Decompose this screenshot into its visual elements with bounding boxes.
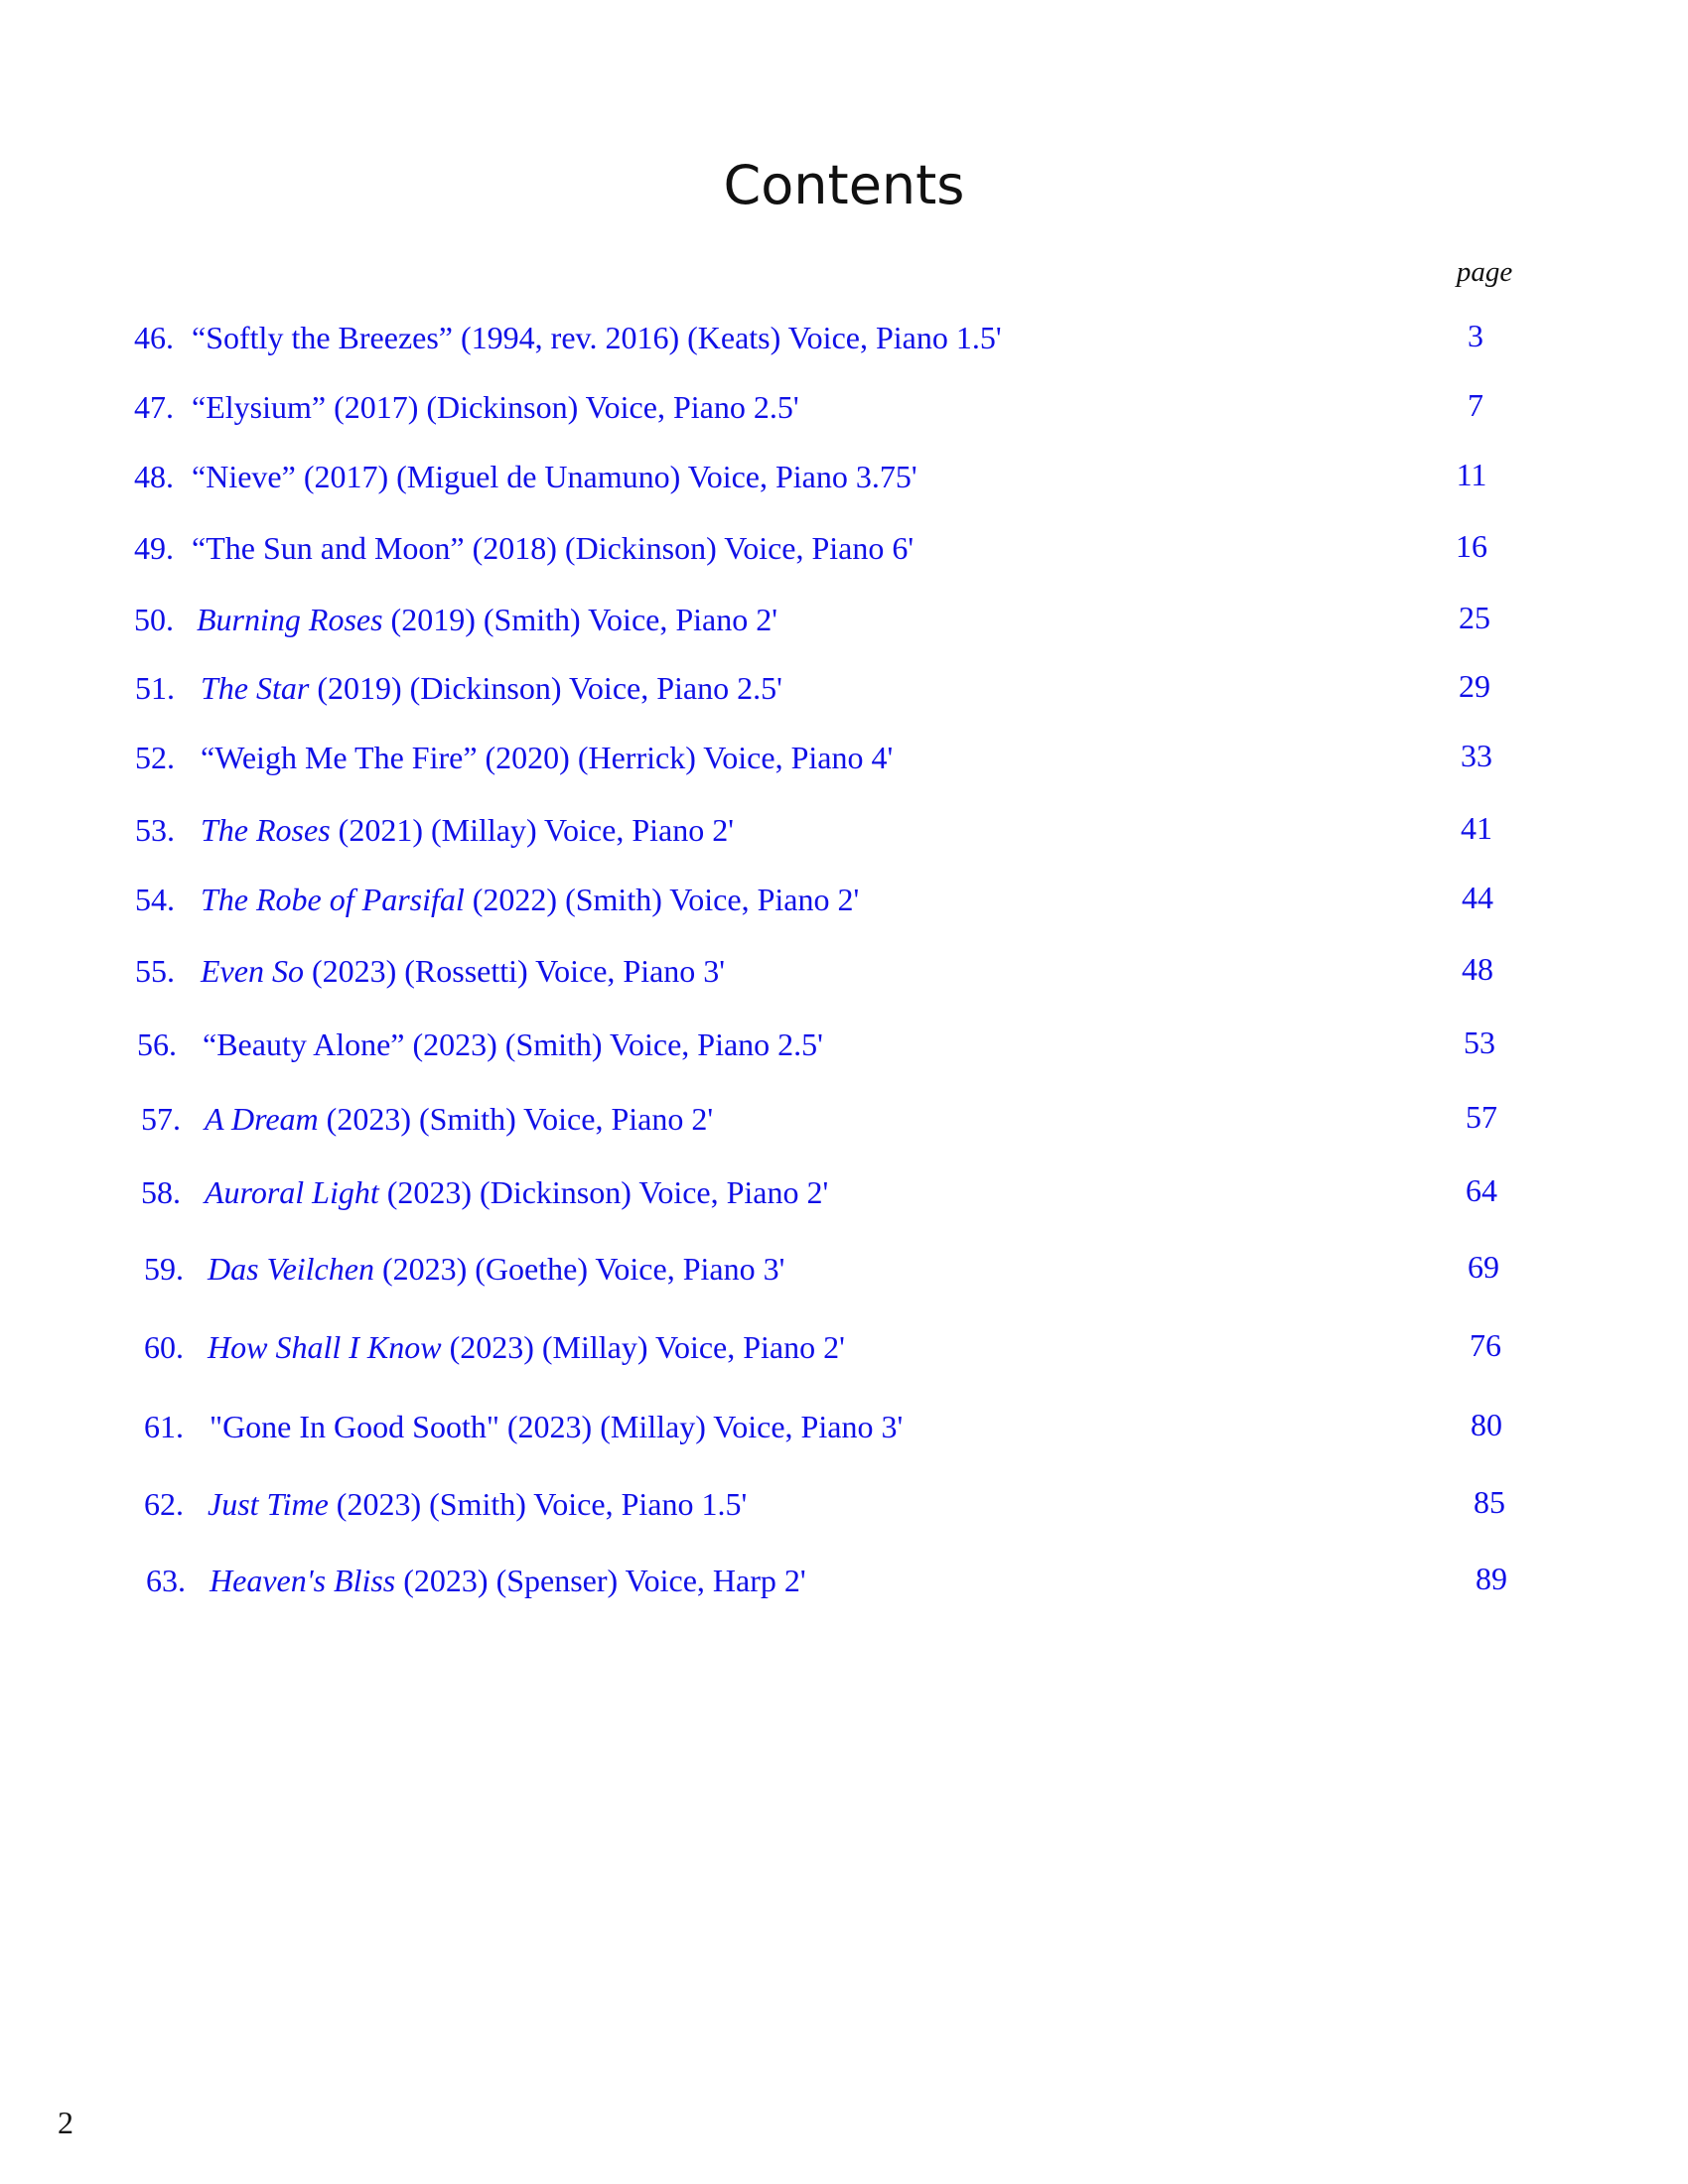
toc-entry-page-number: 16 bbox=[1456, 528, 1487, 564]
toc-entry-title bbox=[201, 812, 734, 849]
toc-entry[interactable] bbox=[0, 670, 1688, 720]
toc-entry-title bbox=[201, 953, 725, 990]
toc-entry-details: “Weigh Me The Fire” (2020) (Herrick) Voice, Piano 4' bbox=[201, 740, 894, 775]
toc-entry[interactable] bbox=[0, 1563, 1688, 1612]
toc-entry-italic-title: A Dream bbox=[205, 1101, 319, 1137]
toc-entry-page-number: 33 bbox=[1461, 738, 1492, 773]
toc-entry-number: 54. bbox=[135, 882, 175, 917]
toc-entry[interactable] bbox=[0, 1486, 1688, 1536]
toc-entry-details: “The Sun and Moon” (2018) (Dickinson) Voice, Piano 6' bbox=[192, 530, 914, 566]
toc-entry-title bbox=[208, 1329, 845, 1366]
toc-entry-page-number: 44 bbox=[1462, 880, 1493, 915]
toc-entry-title bbox=[192, 530, 914, 567]
toc-entry-italic-title: Even So bbox=[201, 953, 304, 989]
toc-entry-page-number: 80 bbox=[1471, 1407, 1502, 1442]
toc-entry-details: (2023) (Millay) Voice, Piano 2' bbox=[441, 1329, 845, 1365]
toc-entry[interactable] bbox=[0, 1174, 1688, 1224]
toc-entry-details: (2022) (Smith) Voice, Piano 2' bbox=[464, 882, 860, 917]
toc-entry-page-number: 89 bbox=[1476, 1561, 1507, 1596]
toc-entry[interactable] bbox=[0, 602, 1688, 651]
toc-entry-page-number: 69 bbox=[1468, 1249, 1499, 1285]
toc-entry-details: "Gone In Good Sooth" (2023) (Millay) Voice, Piano 3' bbox=[210, 1409, 904, 1444]
toc-entry[interactable] bbox=[0, 459, 1688, 508]
toc-entry-number: 56. bbox=[137, 1026, 177, 1062]
toc-entry-title bbox=[205, 1101, 713, 1138]
toc-entry-details: (2023) (Dickinson) Voice, Piano 2' bbox=[378, 1174, 829, 1210]
toc-entry-details: (2021) (Millay) Voice, Piano 2' bbox=[330, 812, 734, 848]
page-title: Contents bbox=[723, 154, 965, 216]
toc-entry[interactable] bbox=[0, 1101, 1688, 1151]
toc-entry-title bbox=[201, 740, 893, 776]
toc-entry-page-number: 57 bbox=[1466, 1099, 1497, 1135]
toc-entry[interactable] bbox=[0, 953, 1688, 1003]
toc-entry-italic-title: The Robe of Parsifal bbox=[201, 882, 465, 917]
toc-entry-title bbox=[197, 602, 777, 638]
toc-entry-italic-title: The Star bbox=[201, 670, 310, 706]
toc-entry-number: 63. bbox=[146, 1563, 186, 1598]
toc-entry-number: 52. bbox=[135, 740, 175, 775]
toc-entry-details: (2023) (Smith) Voice, Piano 1.5' bbox=[328, 1486, 748, 1522]
toc-entry-page-number: 76 bbox=[1470, 1327, 1501, 1363]
toc-entry-number: 51. bbox=[135, 670, 175, 706]
toc-entry[interactable] bbox=[0, 812, 1688, 862]
toc-entry[interactable] bbox=[0, 320, 1688, 369]
toc-entry-details: (2023) (Goethe) Voice, Piano 3' bbox=[373, 1251, 785, 1287]
toc-entry-details: (2023) (Spenser) Voice, Harp 2' bbox=[395, 1563, 806, 1598]
toc-entry-title bbox=[201, 882, 859, 918]
toc-entry-details: “Softly the Breezes” (1994, rev. 2016) (Keats) Voice, Piano 1.5' bbox=[192, 320, 1002, 355]
toc-entry-number: 47. bbox=[134, 389, 174, 425]
toc-entry[interactable] bbox=[0, 882, 1688, 931]
toc-entry-details: (2019) (Dickinson) Voice, Piano 2.5' bbox=[309, 670, 782, 706]
toc-entry-page-number: 85 bbox=[1474, 1484, 1505, 1520]
toc-entry-details: (2023) (Rossetti) Voice, Piano 3' bbox=[303, 953, 726, 989]
toc-entry-italic-title: Just Time bbox=[208, 1486, 329, 1522]
toc-entry-italic-title: Burning Roses bbox=[197, 602, 383, 637]
toc-entry-title bbox=[208, 1251, 784, 1288]
toc-entry-page-number: 64 bbox=[1466, 1172, 1497, 1208]
toc-entry-details: (2023) (Smith) Voice, Piano 2' bbox=[318, 1101, 714, 1137]
toc-entry-title bbox=[205, 1174, 828, 1211]
toc-entry-title bbox=[192, 459, 917, 495]
toc-entry-title bbox=[192, 320, 1002, 356]
toc-entry-number: 59. bbox=[144, 1251, 184, 1287]
toc-entry-details: “Elysium” (2017) (Dickinson) Voice, Piano 2.5' bbox=[192, 389, 799, 425]
toc-entry[interactable] bbox=[0, 740, 1688, 789]
toc-entry-page-number: 41 bbox=[1461, 810, 1492, 846]
toc-entry-details: “Nieve” (2017) (Miguel de Unamuno) Voice, Piano 3.75' bbox=[192, 459, 917, 494]
toc-entry-page-number: 29 bbox=[1459, 668, 1490, 704]
toc-entry-number: 61. bbox=[144, 1409, 184, 1444]
toc-entry-page-number: 11 bbox=[1456, 457, 1487, 492]
toc-entry-title bbox=[210, 1409, 903, 1445]
toc-entry-page-number: 48 bbox=[1462, 951, 1493, 987]
toc-entry-title bbox=[210, 1563, 806, 1599]
toc-entry[interactable] bbox=[0, 530, 1688, 580]
toc-entry-number: 50. bbox=[134, 602, 174, 637]
toc-entry-italic-title: Das Veilchen bbox=[208, 1251, 374, 1287]
toc-entry[interactable] bbox=[0, 1329, 1688, 1379]
toc-entry-title bbox=[208, 1486, 747, 1523]
toc-entry-number: 60. bbox=[144, 1329, 184, 1365]
toc-entry-number: 48. bbox=[134, 459, 174, 494]
toc-entry-page-number: 3 bbox=[1468, 318, 1483, 353]
toc-entry-title bbox=[192, 389, 799, 426]
toc-entry-number: 46. bbox=[134, 320, 174, 355]
toc-entry[interactable] bbox=[0, 1026, 1688, 1076]
toc-entry-page-number: 53 bbox=[1464, 1024, 1495, 1060]
toc-entry-title bbox=[203, 1026, 823, 1063]
page-column-label: page bbox=[1456, 256, 1513, 288]
toc-entry-number: 53. bbox=[135, 812, 175, 848]
toc-entry-italic-title: The Roses bbox=[201, 812, 331, 848]
toc-entry-number: 49. bbox=[134, 530, 174, 566]
toc-entry[interactable] bbox=[0, 1409, 1688, 1458]
toc-entry-italic-title: How Shall I Know bbox=[208, 1329, 442, 1365]
toc-entry-number: 55. bbox=[135, 953, 175, 989]
toc-entry-page-number: 25 bbox=[1459, 600, 1490, 635]
toc-entry-italic-title: Auroral Light bbox=[205, 1174, 379, 1210]
toc-entry[interactable] bbox=[0, 389, 1688, 439]
toc-entry-number: 58. bbox=[141, 1174, 181, 1210]
toc-entry-page-number: 7 bbox=[1468, 387, 1483, 423]
toc-entry-italic-title: Heaven's Bliss bbox=[210, 1563, 396, 1598]
toc-entry-details: “Beauty Alone” (2023) (Smith) Voice, Piano 2.5' bbox=[203, 1026, 823, 1062]
toc-entry[interactable] bbox=[0, 1251, 1688, 1300]
toc-entry-number: 62. bbox=[144, 1486, 184, 1522]
footer-page-number: 2 bbox=[58, 2105, 73, 2140]
toc-entry-details: (2019) (Smith) Voice, Piano 2' bbox=[382, 602, 777, 637]
toc-entry-title bbox=[201, 670, 782, 707]
toc-entry-number: 57. bbox=[141, 1101, 181, 1137]
